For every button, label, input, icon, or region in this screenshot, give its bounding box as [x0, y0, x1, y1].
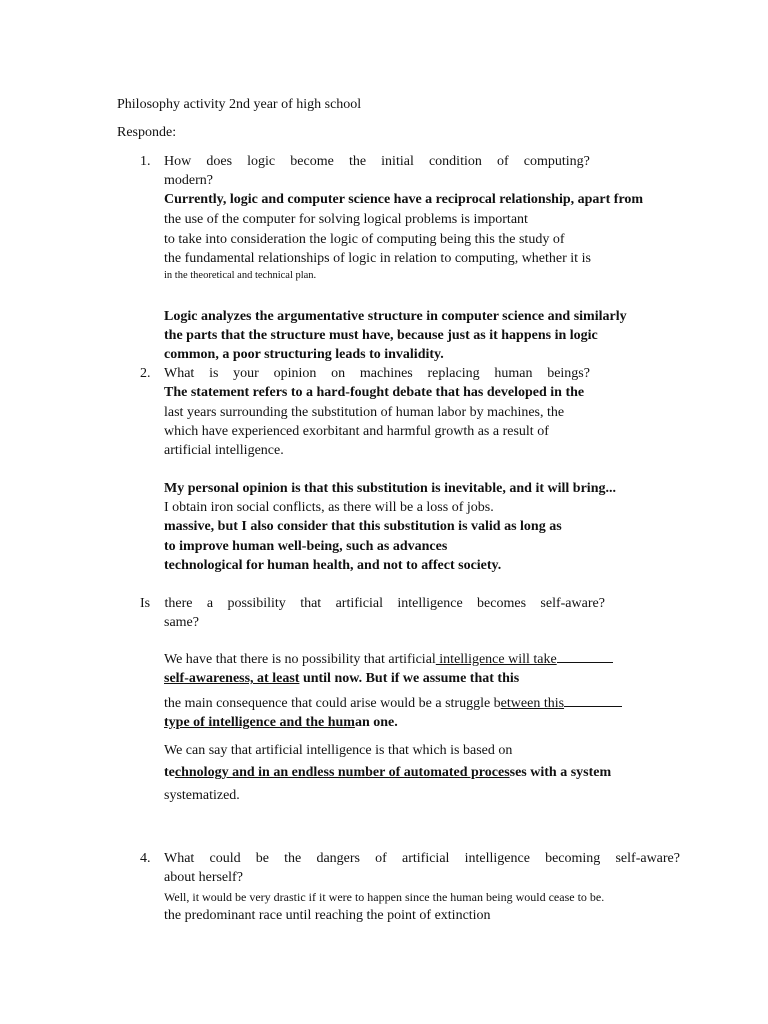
q3-word: intelligence	[397, 596, 463, 611]
q2-answer-line: artificial intelligence.	[164, 443, 284, 458]
q3-answer-underlined: self-awareness, at least	[164, 671, 300, 686]
responde-label: Responde:	[117, 125, 177, 140]
q2-word: beings?	[547, 366, 590, 381]
q3-answer-text: We have that there is no possibility that artificial	[164, 652, 436, 667]
q1-word: of	[496, 154, 509, 169]
q4-word: the	[284, 851, 302, 866]
q4-word: of	[375, 851, 387, 866]
q4-question	[164, 850, 680, 868]
q3-word: a	[206, 596, 214, 611]
q3-question	[140, 595, 605, 613]
q2-answer-line: which have experienced exorbitant and harmful growth as a result of	[164, 424, 549, 439]
document-title: Philosophy activity 2nd year of high school	[117, 97, 362, 112]
q1-answer-line: to take into consideration the logic of computing being this the study of	[164, 232, 565, 247]
q1-word: does	[206, 154, 233, 169]
q2-answer-b-line: My personal opinion is that this substitution is inevitable, and it will bring...	[164, 481, 616, 496]
q3-answer-text: until now. But if we assume that this	[299, 671, 520, 686]
q2-word: your	[233, 366, 259, 381]
q4-number: 4.	[140, 851, 151, 866]
q3-answer-line	[164, 714, 398, 732]
q3-word: artificial	[335, 596, 383, 611]
q4-word: artificial	[402, 851, 450, 866]
q1-number: 1.	[140, 154, 151, 169]
q3-word: there	[164, 596, 193, 611]
q1-word: How	[164, 154, 192, 169]
q2-question	[164, 365, 590, 383]
underline-blank	[557, 648, 613, 663]
q3-answer-line	[164, 648, 613, 669]
q3-answer-underlined: chnology and in an endless number of automated proces	[174, 765, 510, 780]
q2-number: 2.	[140, 366, 151, 381]
q4-word: be	[255, 851, 269, 866]
q4-question-line2: about herself?	[164, 870, 243, 885]
q2-answer-line: The statement refers to a hard-fought debate that has developed in the	[164, 385, 585, 400]
q1-question	[164, 153, 590, 171]
q2-answer-b-line: I obtain iron social conflicts, as there will be a loss of jobs.	[164, 500, 494, 515]
q1-word: the	[348, 154, 367, 169]
q1-answer-b-line: common, a poor structuring leads to invalidity.	[164, 347, 444, 362]
q3-answer-b-line: We can say that artificial intelligence is that which is based on	[164, 743, 513, 758]
q1-word: become	[290, 154, 334, 169]
q2-word: machines	[359, 366, 413, 381]
q4-word: intelligence	[464, 851, 530, 866]
q3-answer-underlined: intelligence will take	[435, 652, 557, 667]
q1-answer-line: Currently, logic and computer science have a reciprocal relationship, apart from	[164, 192, 644, 207]
q2-word: replacing	[427, 366, 480, 381]
q1-word: computing?	[523, 154, 590, 169]
q3-answer-line	[164, 670, 519, 688]
underline-blank	[564, 692, 622, 707]
q1-answer-line: the use of the computer for solving logical problems is important	[164, 212, 528, 227]
q1-word: logic	[247, 154, 276, 169]
q3-answer-text: ses with a system	[509, 765, 612, 780]
q2-word: is	[209, 366, 219, 381]
q3-word: becomes	[477, 596, 527, 611]
q4-word: could	[209, 851, 241, 866]
q1-word: initial	[381, 154, 414, 169]
q3-answer-b-line: systematized.	[164, 788, 240, 803]
q2-answer-b-line: technological for human health, and not to affect society.	[164, 558, 502, 573]
q3-answer-text: te	[164, 765, 175, 780]
q2-word: opinion	[273, 366, 317, 381]
q3-question-line2: same?	[164, 615, 199, 630]
q3-answer-line	[164, 692, 622, 713]
q2-word: human	[494, 366, 533, 381]
q4-word: dangers	[316, 851, 360, 866]
q1-answer-b-line: Logic analyzes the argumentative structure in computer science and similarly	[164, 309, 627, 324]
q3-word: possibility	[227, 596, 286, 611]
q3-word: Is	[140, 596, 151, 611]
q3-answer-b-line	[164, 764, 611, 782]
q3-word: that	[300, 596, 322, 611]
q3-answer-text: the main consequence that could arise would be a struggle b	[164, 696, 501, 711]
q4-word: becoming	[545, 851, 601, 866]
q4-word: What	[164, 851, 195, 866]
q2-answer-line: last years surrounding the substitution of human labor by machines, the	[164, 405, 565, 420]
q2-word: What	[164, 366, 195, 381]
q2-word: on	[331, 366, 346, 381]
q1-answer-line: the fundamental relationships of logic in relation to computing, whether it is	[164, 251, 591, 266]
q2-answer-b-line: to improve human well-being, such as advances	[164, 539, 448, 554]
q4-word: self-aware?	[615, 851, 680, 866]
q3-word: self-aware?	[540, 596, 605, 611]
q1-word: condition	[428, 154, 482, 169]
q1-answer-b-line: the parts that the structure must have, because just as it happens in logic	[164, 328, 598, 343]
q3-answer-text: an one.	[354, 715, 398, 730]
q2-answer-b-line: massive, but I also consider that this substitution is valid as long as	[164, 519, 562, 534]
q1-question-line2: modern?	[164, 173, 213, 188]
q3-answer-underlined: etween this	[500, 696, 565, 711]
q1-answer-line: in the theoretical and technical plan.	[164, 270, 317, 281]
q4-answer-line: the predominant race until reaching the point of extinction	[164, 908, 491, 923]
q3-answer-underlined: type of intelligence and the hum	[164, 715, 355, 730]
q4-answer-line: Well, it would be very drastic if it were to happen since the human being would cease to be.	[164, 890, 605, 904]
